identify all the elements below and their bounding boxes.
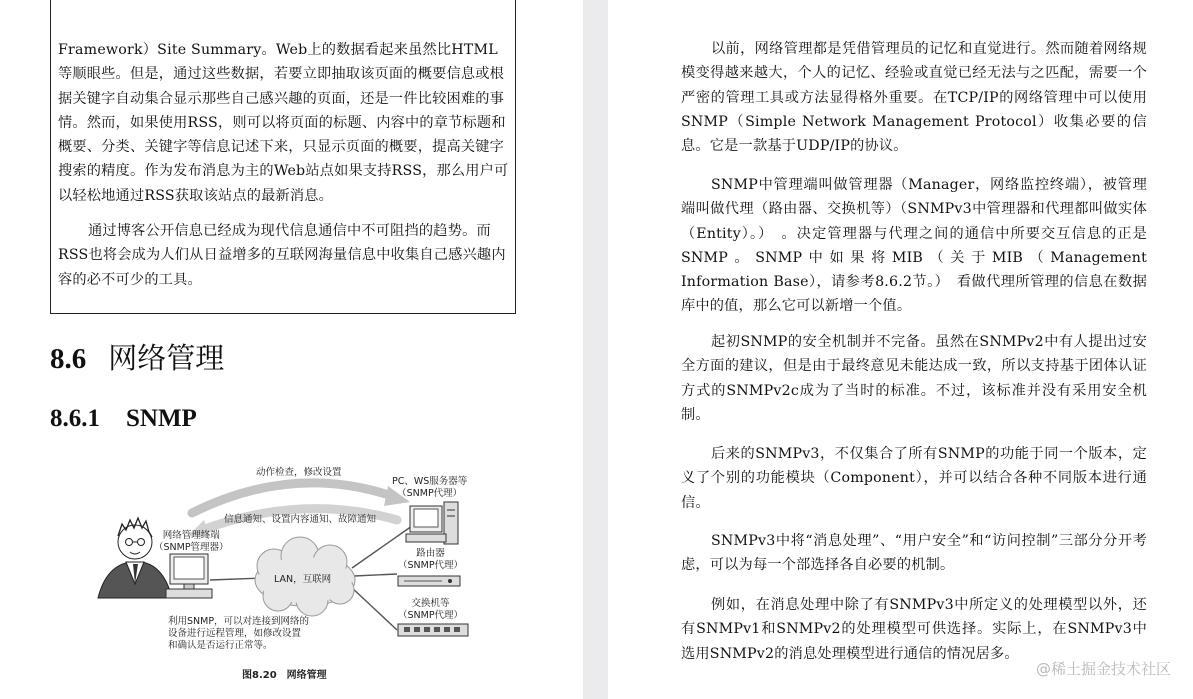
subsection-heading [50, 403, 197, 435]
manager-label-line: 网络管理终端 [162, 530, 220, 541]
server-computer-icon [406, 502, 458, 544]
watermark: @稀土掘金技术社区 [1035, 660, 1171, 678]
body-paragraph: 起初SNMP的安全机制并不完备。虽然在SNMPv2中有人提出过安全方面的建议，但是由于最终意见未能达成一致，所以支持基于团体认证方式的SNMPv2c成为了当时的标准。不过，该标准并没有采用安全机制。 [681, 334, 1147, 423]
box-paragraph: Framework）Site Summary。Web上的数据看起来虽然比HTML等顺眼些。但是，通过这些数据，若要立即抽取该页面的概要信息或根据关键字自动集合显示那些自己感兴趣的页面，还是一件比较困难的事情。然而，如果使用RSS，则可以将页面的标题、内容中的章节标题和概要、分类、关键字等信息记述下来，只显示页面的概要，提高关键字搜索的精度。作为发布消息为主的Web站点如果支持RSS，那么用户可以轻松地通过RSS获取该站点的最新消息。 [58, 42, 509, 204]
subsection-title: SNMP [126, 405, 197, 432]
switch-icon [398, 624, 468, 636]
section-title: 网络管理 [108, 341, 225, 375]
body-paragraph: SNMP中管理端叫做管理器（Manager，网络监控终端），被管理端叫做代理（路由器、交换机等）（SNMPv3中管理器和代理都叫做实体（Entity）。） 。决定管理器与代理之间的通信中所要交互信息的正是SNMP。SNMP中如果将MIB（关于MIB（Management Information Base），请参考8.6.2节。） 看做代理所管理的信息在数据库中的值，那么它可以新增一个值。 [681, 177, 1162, 315]
pc-label-line: PC、WS服务器等 [392, 476, 468, 487]
network-management-figure [92, 458, 487, 686]
section-heading [50, 340, 224, 377]
body-paragraph: 以前，网络管理都是凭借管理员的记忆和直觉进行。然而随着网络规模变得越来越大，个人的记忆、经验或直觉已经无法与之匹配，需要一个严密的管理工具或方法显得格外重要。在TCP/IP的网络管理中可以使用SNMP（Simple Network Management Protocol）收集必要的信息。它是一款基于UDP/IP的协议。 [681, 41, 1147, 155]
left-page [0, 0, 583, 699]
manager-computer-icon [166, 554, 212, 598]
switch-label-line: 交换机等 [411, 598, 450, 609]
figure-caption: 图8.20 网络管理 [242, 670, 327, 681]
router-label-line: 路由器 [416, 548, 445, 559]
manager-label-line: （SNMP管理器） [154, 542, 229, 553]
body-paragraph: 例如，在消息处理中除了有SNMPv3中所定义的处理模型以外，还有SNMPv1和SNMPv2的处理模型可供选择。实际上，在SNMPv3中选用SNMPv2的消息处理模型进行通信的情况居多。 [681, 597, 1147, 662]
arrow-bottom-label: 信息通知、设置内容通知、故障通知 [224, 514, 377, 525]
right-page [608, 0, 1193, 699]
body-paragraph: 后来的SNMPv3，不仅集合了所有SNMP的功能于同一个版本，定义了个别的功能模块（Component），并可以结合各种不同版本进行通信。 [681, 446, 1147, 511]
cloud-label: LAN，互联网 [274, 574, 332, 585]
section-number: 8.6 [50, 343, 87, 375]
router-icon [398, 576, 460, 586]
arrow-top-label: 动作检查，修改设置 [256, 467, 342, 478]
figure-note-line: 利用SNMP，可以对连接到网络的 [168, 616, 310, 627]
manager-label [154, 530, 229, 554]
box-paragraph: 通过博客公开信息已经成为现代信息通信中不可阻挡的趋势。而RSS也将会成为人们从日益增多的互联网海量信息中收集自己感兴趣内容的必不可少的工具。 [58, 223, 506, 288]
subsection-number: 8.6.1 [50, 405, 100, 432]
pc-label [392, 476, 467, 500]
figure-note-line: 和确认是否运行正常等。 [168, 640, 273, 651]
rss-sidebar-box [50, 0, 516, 314]
figure-note-line: 设备进行远程管理，如修改设置 [168, 628, 302, 639]
router-label-line: （SNMP代理） [398, 560, 464, 571]
switch-label [398, 598, 463, 622]
figure-note [168, 616, 309, 652]
router-label [398, 548, 463, 572]
pc-label-line: （SNMP代理） [397, 488, 463, 499]
body-paragraph: SNMPv3中将“消息处理”、“用户安全”和“访问控制”三部分分开考虑，可以为每一个部选择各自必要的机制。 [681, 533, 1147, 574]
switch-label-line: （SNMP代理） [398, 610, 464, 621]
